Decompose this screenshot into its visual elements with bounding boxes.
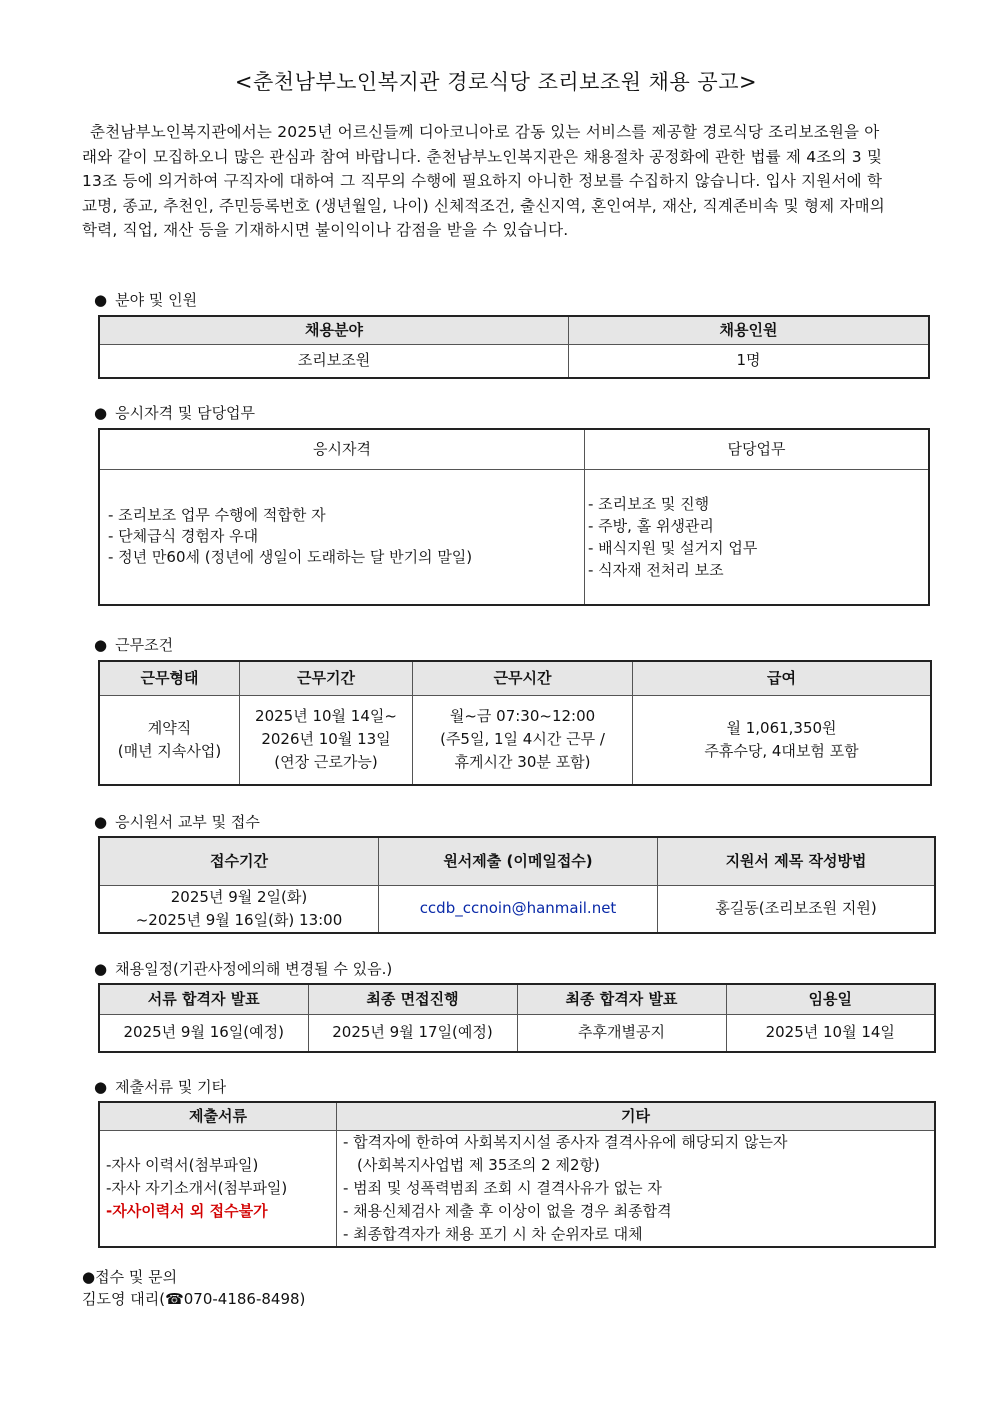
start-date: 2025년 10월 14일	[726, 1014, 935, 1052]
qualification-item: - 조리보조 업무 수행에 적합한 자	[108, 506, 326, 525]
header-duties: 담당업무	[585, 429, 930, 469]
salary-cell: 월 1,061,350원 주휴수당, 4대보험 포함	[633, 695, 932, 785]
field-value: 조리보조원	[99, 344, 569, 378]
schedule-table	[98, 983, 936, 1053]
document-warning: -자사이력서 외 접수불가	[106, 1201, 268, 1220]
application-table	[98, 836, 936, 934]
application-period-cell: 2025년 9월 2일(화) ~2025년 9월 16일(화) 13:00	[99, 885, 379, 933]
etc-item: - 최종합격자가 채용 포기 시 차 순위자로 대체	[343, 1224, 643, 1243]
documents-list	[99, 1130, 337, 1247]
header-interview: 최종 면접진행	[308, 984, 517, 1014]
bullet-icon: ●	[94, 404, 108, 422]
etc-item: - 범죄 및 성폭력범죄 조회 시 결격사유가 없는 자	[343, 1178, 662, 1197]
document-result-date: 2025년 9월 16일(예정)	[99, 1014, 308, 1052]
qualification-table	[98, 428, 930, 606]
header-work-hours: 근무시간	[413, 661, 633, 695]
etc-item: - 합격자에 한하여 사회복지시설 종사자 결격사유에 해당되지 않는자	[343, 1132, 788, 1151]
header-etc: 기타	[337, 1102, 936, 1130]
section-application-heading: ● 응시원서 교부 및 접수	[94, 813, 260, 831]
page-title: <춘천남부노인복지관 경로식당 조리보조원 채용 공고>	[234, 70, 758, 94]
section-schedule-heading: ● 채용일정(기관사정에의해 변경될 수 있음.)	[94, 960, 393, 978]
duty-item: - 주방, 홀 위생관리	[588, 516, 714, 535]
header-count: 채용인원	[569, 316, 930, 344]
header-subject-format: 지원서 제목 작성방법	[658, 837, 936, 885]
header-field: 채용분야	[99, 316, 569, 344]
intro-text: 춘천남부노인복지관에서는 2025년 어르신들께 디아코니아로 감동 있는 서비스를 제공할 경로식당 조리보조원을 아래와 같이 모집하오니 많은 관심과 참여 바랍니다. 춘천남부노인복지관은 채용절차 공정화에 관한 법률 제 4조의 3 및 13조 등에 의거하여 구직자에 대하여 그 직무의 수행에 필요하지 아니한 정보를 수집하지 않습니다. 입사 지원서에 학교명, 종교, 추천인, 주민등록번호 (생년월일, 나이) 신체적조건, 출신지역, 혼인여부, 재산, 직계존비속 및 형제 자매의 학력, 직업, 재산 등을 기재하시면 불이익이나 감점을 받을 수 있습니다.	[82, 123, 885, 239]
duty-item: - 배식지원 및 설거지 업무	[588, 538, 758, 557]
etc-item: (사회복지사업법 제 35조의 2 제2항)	[357, 1155, 600, 1174]
work-type-cell: 계약직 (매년 지속사업)	[99, 695, 240, 785]
contact-person: 김도영 대리(☎070-4186-8498)	[82, 1290, 306, 1308]
header-submission: 원서제출 (이메일접수)	[379, 837, 658, 885]
header-work-type: 근무형태	[99, 661, 240, 695]
intro-paragraph	[82, 120, 892, 243]
duties-list	[585, 469, 930, 605]
section-field-heading: ● 분야 및 인원	[94, 291, 198, 309]
header-documents: 제출서류	[99, 1102, 337, 1130]
duty-item: - 조리보조 및 진행	[588, 494, 710, 513]
header-application-period: 접수기간	[99, 837, 379, 885]
etc-item: - 채용신체검사 제출 후 이상이 없을 경우 최종합격	[343, 1201, 672, 1220]
subject-format-cell: 홍길동(조리보조원 지원)	[658, 885, 936, 933]
header-start-date: 임용일	[726, 984, 935, 1014]
bullet-icon: ●	[94, 636, 108, 654]
bullet-icon: ●	[94, 813, 108, 831]
contact-heading: ●접수 및 문의	[82, 1268, 178, 1286]
bullet-icon: ●	[94, 291, 108, 309]
document-item: -자사 자기소개서(첨부파일)	[106, 1178, 288, 1197]
bullet-icon: ●	[94, 960, 108, 978]
etc-list	[337, 1130, 936, 1247]
header-qualification: 응시자격	[99, 429, 585, 469]
email-link[interactable]: ccdb_ccnoin@hanmail.net	[379, 885, 658, 933]
qualification-item: - 단체급식 경험자 우대	[108, 527, 259, 546]
qualification-item: - 정년 만60세 (정년에 생일이 도래하는 달 반기의 말일)	[108, 548, 473, 567]
header-final-result: 최종 합격자 발표	[517, 984, 726, 1014]
section-documents-heading: ● 제출서류 및 기타	[94, 1078, 227, 1096]
count-value: 1명	[569, 344, 930, 378]
interview-date: 2025년 9월 17일(예정)	[308, 1014, 517, 1052]
header-document-result: 서류 합격자 발표	[99, 984, 308, 1014]
header-salary: 급여	[633, 661, 932, 695]
final-result-date: 추후개별공지	[517, 1014, 726, 1052]
field-table	[98, 315, 930, 379]
work-hours-cell: 월~금 07:30~12:00 (주5일, 1일 4시간 근무 / 휴게시간 30분 포함)	[413, 695, 633, 785]
document-item: -자사 이력서(첨부파일)	[106, 1155, 259, 1174]
work-period-cell: 2025년 10월 14일~ 2026년 10월 13일 (연장 근로가능)	[240, 695, 413, 785]
section-conditions-heading: ● 근무조건	[94, 636, 174, 654]
qualification-list	[99, 469, 585, 605]
documents-table	[98, 1101, 936, 1248]
conditions-table	[98, 660, 932, 786]
header-work-period: 근무기간	[240, 661, 413, 695]
bullet-icon: ●	[94, 1078, 108, 1096]
contact-block	[82, 1266, 305, 1310]
section-qualification-heading: ● 응시자격 및 담당업무	[94, 404, 256, 422]
duty-item: - 식자재 전처리 보조	[588, 560, 724, 579]
